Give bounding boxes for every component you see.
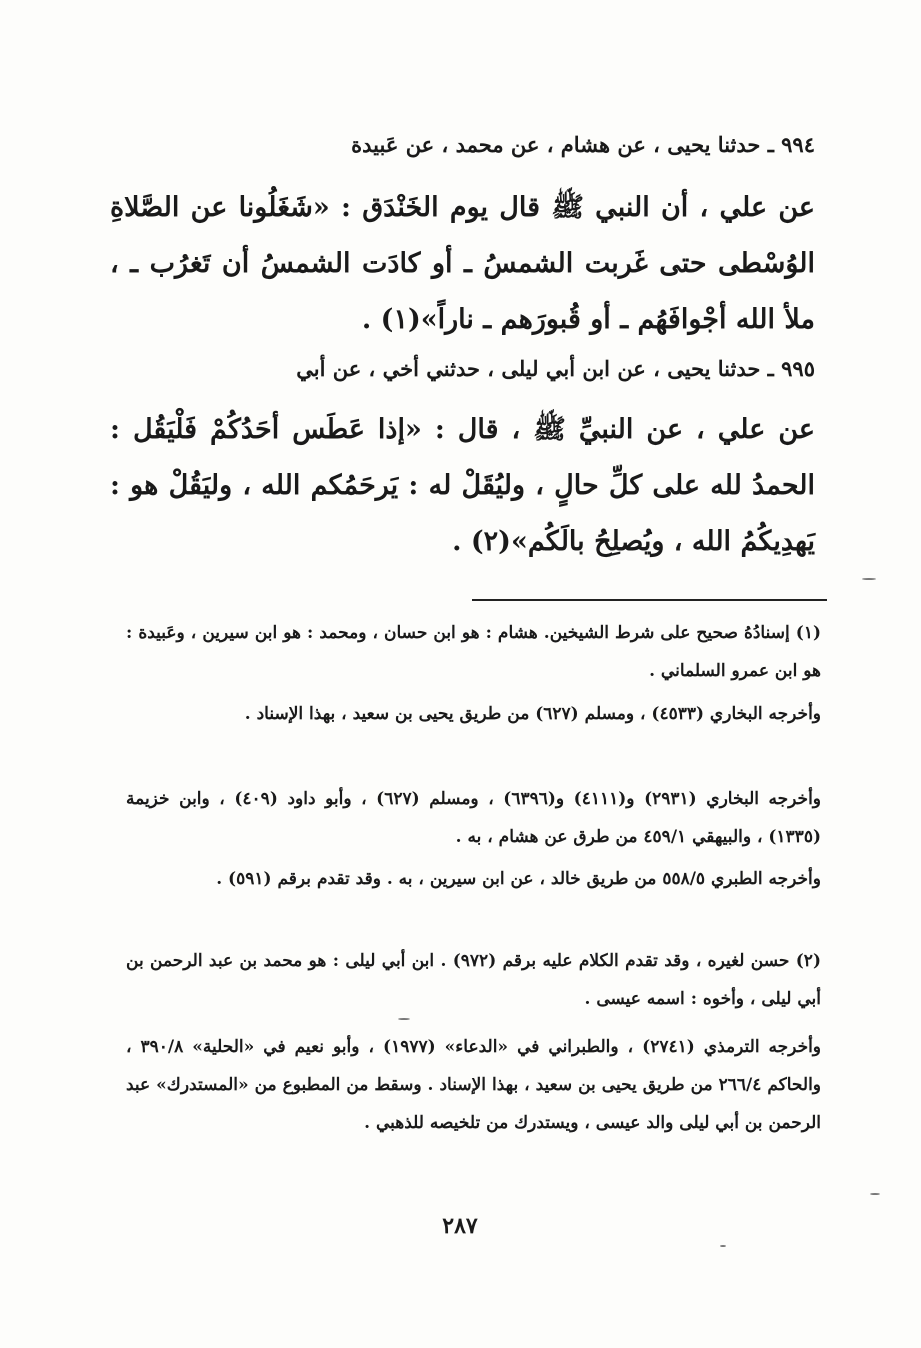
footnote-2-paragraph-2: وأخرجه الترمذي (٢٧٤١) ، والطبراني في «الدعاء» (١٩٧٧) ، وأبو نعيم في «الحلية» ٣٩٠/٨ ، والحاكم ٢٦٦/٤ من طريق يحيى بن سعيد ، بهذا الإسناد . وسقط من المطبوع من «المستدرك» عبد الرحمن بن أبي ليلى والد عيسى ، ويستدرك من تلخيصه للذهبي . (126, 1037, 822, 1133)
page-number: ٢٨٧ (442, 1213, 478, 1239)
scan-speck (720, 1245, 726, 1247)
hadith-995-text: عن علي ، عن النبيِّ ﷺ ، قال : «إذا عَطَس أحَدُكُمْ فَلْيَقُل : الحمدُ لله على كلِّ حالٍ ، وليُقَلْ له : يَرحَمُكم الله ، وليَقُلْ هو : يَهدِيكُمُ الله ، ويُصلِحُ بالَكُم»(٢) . (110, 414, 815, 557)
footnote-1-paragraph-4: وأخرجه الطبري ٥٥٨/٥ من طريق خالد ، عن ابن سيرين ، به . وقد تقدم برقم (٥٩١) . (216, 869, 821, 889)
footnote-2-paragraph-1: (٢) حسن لغيره ، وقد تقدم الكلام عليه برقم (٩٧٢) . ابن أبي ليلى : هو محمد بن عبد الرحمن بن أبي ليلى ، وأخوه : اسمه عيسى . (126, 951, 821, 1009)
footnote-1-paragraph-2: وأخرجه البخاري (٤٥٣٣) ، ومسلم (٦٢٧) من طريق يحيى بن سعيد ، بهذا الإسناد . (244, 704, 821, 724)
footnote-1-paragraph-3: وأخرجه البخاري (٢٩٣١) و(٤١١١) و(٦٣٩٦) ، ومسلم (٦٢٧) ، وأبو داود (٤٠٩) ، وابن خزيمة (١٣٣٥) ، والبيهقي ٤٥٩/١ من طرق عن هشام ، به . (126, 789, 822, 847)
scan-speck (862, 578, 876, 580)
footnote-separator (472, 599, 827, 601)
hadith-994-chain: ٩٩٤ ـ حدثنا يحيى ، عن هشام ، عن محمد ، عن عَبيدة (351, 132, 815, 157)
hadith-995-chain: ٩٩٥ ـ حدثنا يحيى ، عن ابن أبي ليلى ، حدثني أخي ، عن أبي (296, 356, 815, 381)
footnote-1-paragraph-1: (١) إسنادُهُ صحيح على شرط الشيخين. هشام : هو ابن حسان ، ومحمد : هو ابن سيرين ، وعَبيدة : هو ابن عمرو السلماني . (126, 623, 821, 681)
hadith-994-text: عن علي ، أن النبي ﷺ قال يوم الخَنْدَق : «شَغَلُونا عن الصَّلاةِ الوُسْطى حتى غَربت الشمسُ ـ أو كادَت الشمسُ أن تَغرُب ـ ، ملأ الله أجْوافَهُم ـ أو قُبورَهم ـ ناراً»(١) . (110, 192, 815, 335)
scan-speck (398, 1018, 410, 1020)
scan-speck (870, 1193, 880, 1195)
